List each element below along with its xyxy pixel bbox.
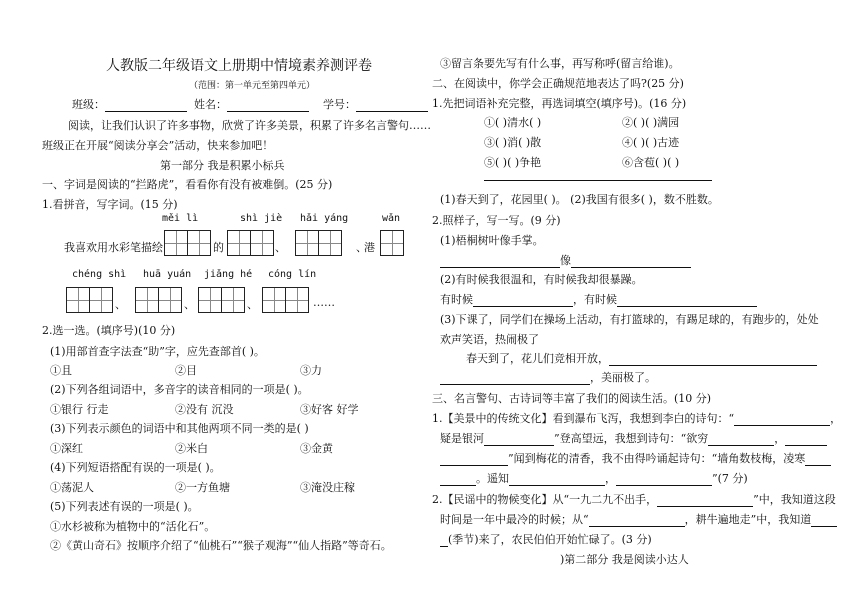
- name-field[interactable]: [227, 99, 309, 112]
- spring-sentence: 春天到了，花儿们竞相开放，: [466, 352, 609, 365]
- sometimes-label: 有时候: [440, 293, 473, 306]
- student-id-label: 学号：: [323, 98, 356, 111]
- fill-row1-comma2: 、: [356, 241, 367, 254]
- answer-blank[interactable]: [473, 294, 573, 307]
- part2-title: )第二部分 我是阅读小达人: [560, 553, 689, 566]
- example2-answer[interactable]: [440, 291, 757, 307]
- fill-row2-sep1: 、: [115, 298, 126, 311]
- fill-row2-sep3: 、: [247, 298, 258, 311]
- example2: (2)有时候我很温和，有时候我却很暴躁。: [440, 273, 643, 286]
- proverb-text: 2.【民谣中的物候变化】从“一九二九不出手，: [432, 493, 658, 506]
- example3-line3[interactable]: [466, 350, 817, 366]
- q2-2-opt-a[interactable]: ①银行 行走: [50, 403, 109, 416]
- poem-q1-line2[interactable]: [440, 430, 827, 446]
- section2-heading: 二、在阅读中，你学会正确规范地表达了吗?(25 分): [432, 77, 684, 90]
- poem-q1-line3[interactable]: [440, 450, 831, 466]
- answer-blank[interactable]: [440, 473, 476, 486]
- name-label: 姓名：: [194, 98, 227, 111]
- answer-blank[interactable]: [708, 433, 774, 446]
- fill-row2-sep2: 、: [184, 298, 195, 311]
- q2-1-opt-b[interactable]: ②目: [175, 364, 197, 377]
- class-label: 班级：: [72, 98, 105, 111]
- proverb-text: ”中，我知道这段: [753, 493, 836, 506]
- example3-line2: 欢声笑语，热闹极了: [440, 333, 539, 346]
- idiom-2[interactable]: ②( )( )满园: [622, 116, 680, 129]
- example1: (1)梧桐树叶像手掌。: [440, 234, 544, 247]
- answer-blank[interactable]: [785, 433, 827, 446]
- answer-blank[interactable]: [734, 413, 830, 426]
- q2-4-opt-a[interactable]: ①荡泥人: [50, 481, 94, 494]
- scope-note: （范围：第一单元至第四单元）: [189, 81, 316, 91]
- proverb-text: ，耕牛遍地走”中，我知道: [684, 513, 812, 526]
- poem-q1-line1[interactable]: [432, 410, 841, 426]
- intro-line2: 班级正在开展“阅读分享会”活动，快来参加吧！: [42, 139, 274, 152]
- writing-grid-6[interactable]: [135, 287, 182, 313]
- example3-line4[interactable]: [440, 369, 656, 385]
- reading-q2-heading: 2.照样子，写一写。(9 分): [432, 214, 561, 227]
- pinyin-4: wǎn: [382, 213, 401, 224]
- fill-row1-comma1: 、: [275, 241, 286, 254]
- pinyin-6: huā yuán: [143, 269, 192, 280]
- q2-3-opt-b[interactable]: ②米白: [175, 442, 208, 455]
- q2-1-opt-c[interactable]: ③力: [300, 364, 322, 377]
- idiom-5[interactable]: ⑤( )( )争艳: [484, 156, 542, 169]
- idiom-1[interactable]: ①( )清水( ): [484, 116, 542, 129]
- answer-blank[interactable]: [440, 372, 590, 385]
- q2-5-opt-b[interactable]: ②《黄山奇石》按顺序介绍了“仙桃石”“猴子观海”“仙人指路”等奇石。: [50, 539, 392, 552]
- answer-blank[interactable]: [609, 353, 817, 366]
- pinyin-2: shì jiè: [240, 213, 283, 224]
- answer-blank[interactable]: [811, 514, 837, 527]
- q2-item-1: (1)用部首查字法查“助”字，应先查部首( )。: [50, 345, 265, 358]
- idiom-6[interactable]: ⑥含苞( )( ): [622, 156, 680, 169]
- section1-heading: 一、字词是阅读的“拦路虎”，看看你有没有被难倒。(25 分): [42, 178, 333, 191]
- answer-blank[interactable]: [616, 473, 712, 486]
- writing-grid-8[interactable]: [262, 287, 309, 313]
- section3-heading: 三、名言警句、古诗词等丰富了我们的阅读生活。(10 分): [432, 392, 712, 405]
- class-field[interactable]: [105, 99, 187, 112]
- like-word: 像: [560, 254, 571, 267]
- answer-blank[interactable]: [617, 294, 757, 307]
- fill-row1-gang: 港: [364, 241, 375, 254]
- writing-grid-4[interactable]: [380, 230, 404, 256]
- writing-grid-3[interactable]: [295, 230, 342, 256]
- beautiful-ending: ，美丽极了。: [590, 371, 656, 384]
- idiom-4[interactable]: ④( )( )古迹: [622, 136, 680, 149]
- punct: ，: [830, 412, 842, 425]
- q2-3-opt-a[interactable]: ①深红: [50, 442, 83, 455]
- info-row: [72, 96, 428, 112]
- writing-grid-7[interactable]: [198, 287, 245, 313]
- idiom-3[interactable]: ③( )消( )散: [484, 136, 542, 149]
- sometimes-label: ，有时候: [573, 293, 617, 306]
- proverb-q2-line1[interactable]: [432, 491, 836, 507]
- answer-blank[interactable]: [589, 514, 685, 527]
- proverb-q2-line3[interactable]: [440, 531, 652, 547]
- answer-blank[interactable]: [484, 433, 554, 446]
- q2-item-3: (3)下列表示颜色的词语中和其他两项不同一类的是( ): [50, 422, 309, 435]
- pinyin-5: chéng shì: [72, 269, 127, 280]
- q2-5-opt-a[interactable]: ①水杉被称为植物中的“活化石”。: [50, 520, 216, 533]
- writing-grid-5[interactable]: [66, 287, 113, 313]
- writing-grid-2[interactable]: [227, 230, 274, 256]
- student-id-field[interactable]: [356, 99, 428, 112]
- pinyin-8: cóng lín: [268, 269, 317, 280]
- answer-blank[interactable]: [571, 255, 691, 268]
- answer-blank[interactable]: [805, 453, 831, 466]
- poem-q1-text: ”闻到梅花的清香，我不由得吟诵起诗句：“墙角数枝梅，凌寒: [508, 452, 806, 465]
- proverb-text: (季节)来了，农民伯伯开始忙碌了。(3 分): [448, 533, 652, 546]
- poem-q1-line4[interactable]: [440, 470, 748, 486]
- answer-blank[interactable]: [440, 255, 560, 268]
- answer-blank[interactable]: [509, 473, 605, 486]
- question2-heading: 2.选一选。(填序号)(10 分): [42, 324, 176, 337]
- answer-blank[interactable]: [440, 453, 508, 466]
- poem-q1-text: 疑是银河: [440, 432, 484, 445]
- example1-answer[interactable]: [440, 252, 691, 268]
- divider-line: [484, 180, 712, 181]
- example3-line1: (3)下课了，同学们在操场上活动，有打篮球的，有踢足球的，有跑步的，处处: [440, 313, 819, 326]
- q2-item-5: (5)下列表述有误的一项是( )。: [50, 500, 199, 513]
- fill-row1-de: 的: [213, 241, 224, 254]
- punct: ，: [774, 432, 786, 445]
- reading-q1-heading: 1.先把词语补充完整，再选词填空(填序号)。(16 分): [432, 97, 687, 110]
- fill-row1-lead: 我喜欢用水彩笔描绘: [64, 241, 163, 254]
- poem-q1-text: 。遥知: [476, 472, 509, 485]
- q2-2-opt-b[interactable]: ②没有 沉没: [175, 403, 234, 416]
- poem-q1-text: ”登高望远，我想到诗句：“欲穷: [554, 432, 709, 445]
- q2-4-opt-c[interactable]: ③淹没庄稼: [300, 481, 355, 494]
- pinyin-7: jiǎng hé: [204, 269, 253, 280]
- q2-2-opt-c[interactable]: ③好客 好学: [300, 403, 359, 416]
- punct: ，: [605, 472, 616, 485]
- pinyin-1: měi lì: [162, 213, 199, 224]
- q2-1-opt-a[interactable]: ①且: [50, 364, 72, 377]
- page-title: 人教版二年级语文上册期中情境素养测评卷: [106, 58, 372, 74]
- q2-item-4: (4)下列短语搭配有误的一项是( )。: [50, 461, 221, 474]
- intro-line1: 阅读，让我们认识了许多事物，欣赏了许多美景，积累了许多名言警句……: [68, 119, 431, 132]
- part1-title: 第一部分 我是积累小标兵: [160, 159, 285, 172]
- q2-item-2: (2)下列各组词语中，多音字的读音相同的一项是( )。: [50, 383, 309, 396]
- q2-3-opt-c[interactable]: ③金黄: [300, 442, 333, 455]
- poem-q1-text: 1.【美景中的传统文化】看到瀑布飞泻，我想到李白的诗句：“: [432, 412, 735, 425]
- answer-blank[interactable]: [657, 494, 753, 507]
- proverb-text: 时间是一年中最冷的时候；从“: [440, 513, 589, 526]
- fill-row2-end: ……: [313, 296, 335, 309]
- q2-5-opt-c[interactable]: ③留言条要先写有什么事，再写称呼(留言给谁)。: [440, 57, 680, 70]
- fill-sentences: (1)春天到了，花园里( )。 (2)我国有很多( )，数不胜数。: [440, 193, 719, 206]
- proverb-q2-line2[interactable]: [440, 511, 837, 527]
- poem-q1-text: ”(7 分): [712, 472, 748, 485]
- pinyin-3: hǎi yáng: [300, 213, 349, 224]
- writing-grid-1[interactable]: [164, 230, 211, 256]
- answer-blank[interactable]: [440, 534, 448, 547]
- question1-heading: 1.看拼音，写字词。(15 分): [42, 198, 178, 211]
- q2-4-opt-b[interactable]: ②一方鱼塘: [175, 481, 230, 494]
